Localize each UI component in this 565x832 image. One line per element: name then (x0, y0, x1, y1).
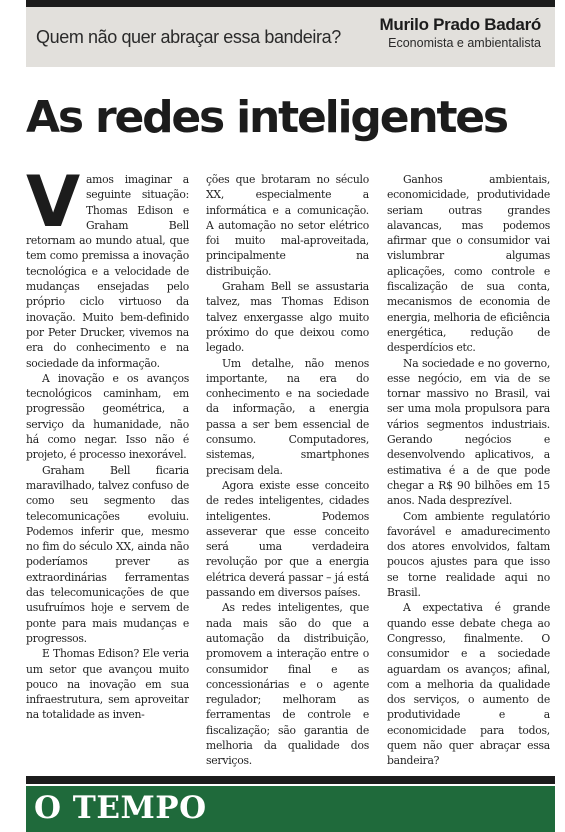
column-header (26, 7, 555, 67)
paragraph: ções que brotaram no século XX, especialmente a informática e a comunicação. A automação no setor elétrico foi muito mal-aproveitada, principalmente na distribuição. (206, 173, 369, 278)
paragraph: As redes inteligentes, que nada mais são do que a automação da distribuição, promovem a interação entre o consumidor final e as concessionárias e o agente regulador; melhoram as ferramentas de controle e fiscalização; são garantia de melhoria da qualidade dos serviços. (206, 601, 369, 768)
bottom-rule (26, 776, 555, 784)
column-tagline: Quem não quer abraçar essa bandeira? (36, 27, 341, 47)
drop-cap: V (26, 172, 80, 243)
paragraph-text: amos imaginar a seguinte situação: Thomas Edison e Graham Bell retornam ao mundo atual, que tem como premissa a inovação tecnológica e a velocidade de mudanças ensejadas pelo próprio ciclo virtuoso da inovação. Muito bem-definido por Peter Drucker, vivemos na era do conhecimento e na sociedade da informação. (26, 173, 189, 370)
article-body (26, 172, 551, 770)
article-column-1 (26, 172, 189, 770)
article-column-2 (206, 172, 369, 770)
article-headline: As redes inteligentes (26, 92, 507, 143)
paragraph: Na sociedade e no governo, esse negócio, em via de se tornar massivo no Brasil, vai ser uma mola propulsora para vários segmentos industriais. Gerando negócios e desenvolvendo aplicativos, a estimativa é a de que pode chegar a R$ 90 bilhões em 15 anos. Nada desprezível. (387, 356, 550, 508)
paragraph: Graham Bell ficaria maravilhado, talvez confuso de como seu segmento das telecomunicações evoluiu. Podemos inferir que, mesmo no fim do século XX, ainda não poderíamos prever as extraordinárias ferramentas das telecomunicações de que usufruímos hoje e servem de ponte para mais mudanças e progressos. (26, 463, 189, 645)
article-column-3 (387, 172, 550, 770)
paragraph: Com ambiente regulatório favorável e amadurecimento dos atores envolvidos, faltam poucos ajustes para que isso se torne realidade aqui no Brasil. (387, 509, 550, 600)
paragraph: A expectativa é grande quando esse debate chega ao Congresso, finalmente. O consumidor e a sociedade aguardam os avanços; afinal, com a melhoria da qualidade dos serviços, o aumento de produtividade e a economicidade para todos, quem não quer abraçar essa bandeira? (387, 601, 550, 768)
paragraph: Agora existe esse conceito de redes inteligentes, cidades inteligentes. Podemos asseverar que esse conceito será uma verdadeira revolução por que a energia elétrica deverá passar – já está passando em diversos países. (206, 478, 369, 600)
paragraph: Graham Bell se assustaria talvez, mas Thomas Edison talvez enxergasse algo muito próximo do que deixou como legado. (206, 280, 369, 355)
newspaper-masthead: O TEMPO (34, 790, 207, 826)
paragraph: Um detalhe, não menos importante, na era do conhecimento e na sociedade da informação, a energia passa a ser bem essencial de consumo. Computadores, sistemas, smartphones precisam dela. (206, 356, 369, 477)
paragraph: E Thomas Edison? Ele veria um setor que avançou muito pouco na inovação em sua infraestrutura, sem aproveitar na totalidade as inven- (26, 647, 189, 722)
author-name: Murilo Prado Badaró (379, 15, 541, 34)
author-role: Economista e ambientalista (388, 36, 541, 50)
footer-bar (26, 786, 555, 832)
paragraph (26, 172, 189, 371)
paragraph: A inovação e os avanços tecnológicos caminham, em progressão geométrica, a serviço da humanidade, não há como negar. Isso não é projeto, é processo inexorável. (26, 371, 189, 462)
author-block (380, 15, 542, 50)
paragraph: Ganhos ambientais, economicidade, produtividade seriam outras grandes alavancas, mas podemos afirmar que o consumidor vai vislumbrar algumas aplicações, como controle e fiscalização de sua conta, mecanismos de economia de energia, melhoria de eficiência energética, redução de desperdícios etc. (387, 173, 550, 355)
top-rule (26, 0, 555, 7)
